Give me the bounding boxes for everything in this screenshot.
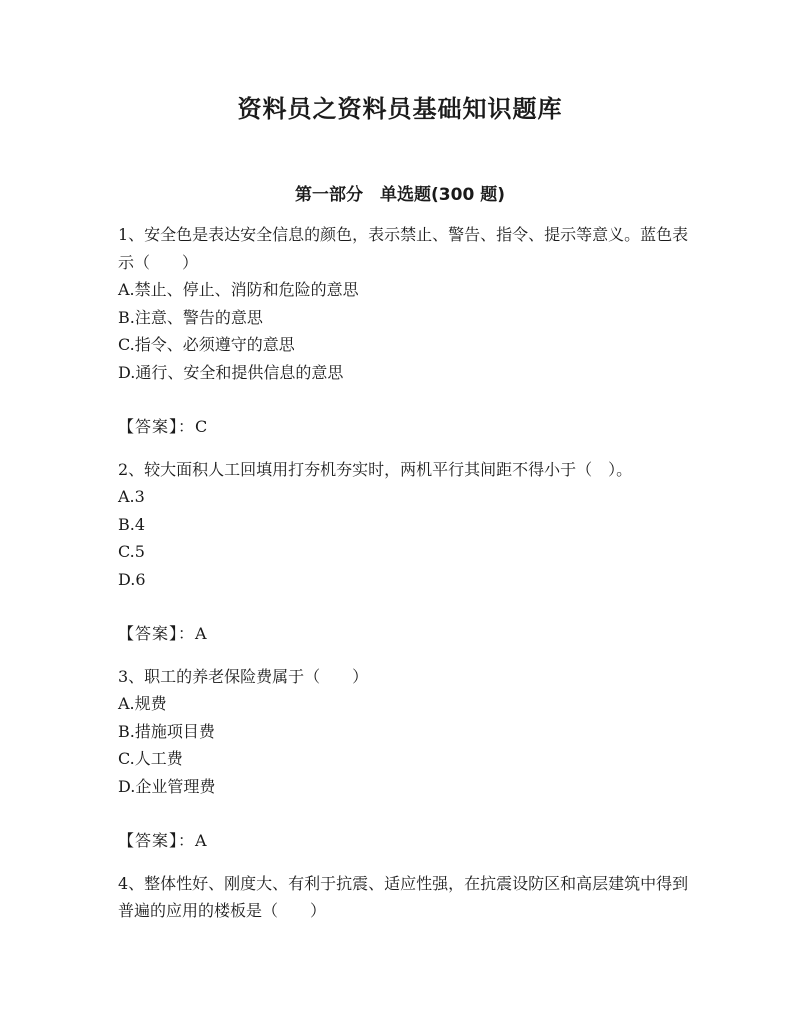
option-d: D.6: [118, 569, 146, 589]
answer-value: A: [195, 624, 207, 643]
question-block: [118, 221, 693, 441]
question-list: [118, 221, 693, 925]
answer-line: [118, 413, 693, 441]
option-d: D.通行、安全和提供信息的意思: [118, 362, 344, 382]
option-a: A.3: [118, 487, 145, 506]
option-b: B.注意、警告的意思: [118, 307, 263, 327]
answer-value: C: [195, 417, 208, 436]
option-c: C.指令、必须遵守的意思: [118, 335, 295, 354]
option-a: A.规费: [118, 694, 167, 713]
answer-label: 【答案】：: [118, 417, 196, 436]
answer-value: A: [195, 831, 207, 850]
document-title: 资料员之资料员基础知识题库: [237, 95, 563, 123]
option-b: B.4: [118, 514, 146, 534]
option-c: C.人工费: [118, 749, 183, 768]
option-b: B.措施项目费: [118, 721, 215, 741]
question-text: 2、较大面积人工回填用打夯机夯实时，两机平行其间距不得小于（ ）。: [118, 459, 633, 479]
question-text: 3、职工的养老保险费属于（ ）: [118, 666, 369, 686]
option-d: D.企业管理费: [118, 776, 216, 796]
question-text: 1、安全色是表达安全信息的颜色，表示禁止、警告、指令、提示等意义。蓝色表示（ ）: [118, 225, 689, 272]
answer-line: [118, 620, 693, 648]
section-title: 第一部分 单选题(300 题): [295, 185, 505, 205]
answer-label: 【答案】：: [118, 624, 196, 643]
question-block: [118, 663, 693, 855]
question-block: [118, 870, 693, 925]
question-block: [118, 456, 693, 648]
answer-line: [118, 827, 693, 855]
answer-label: 【答案】：: [118, 831, 196, 850]
option-a: A.禁止、停止、消防和危险的意思: [118, 280, 359, 299]
option-c: C.5: [118, 542, 145, 561]
question-text: 4、整体性好、刚度大、有利于抗震、适应性强，在抗震设防区和高层建筑中得到普遍的应用的楼板是（ ）: [118, 873, 689, 920]
